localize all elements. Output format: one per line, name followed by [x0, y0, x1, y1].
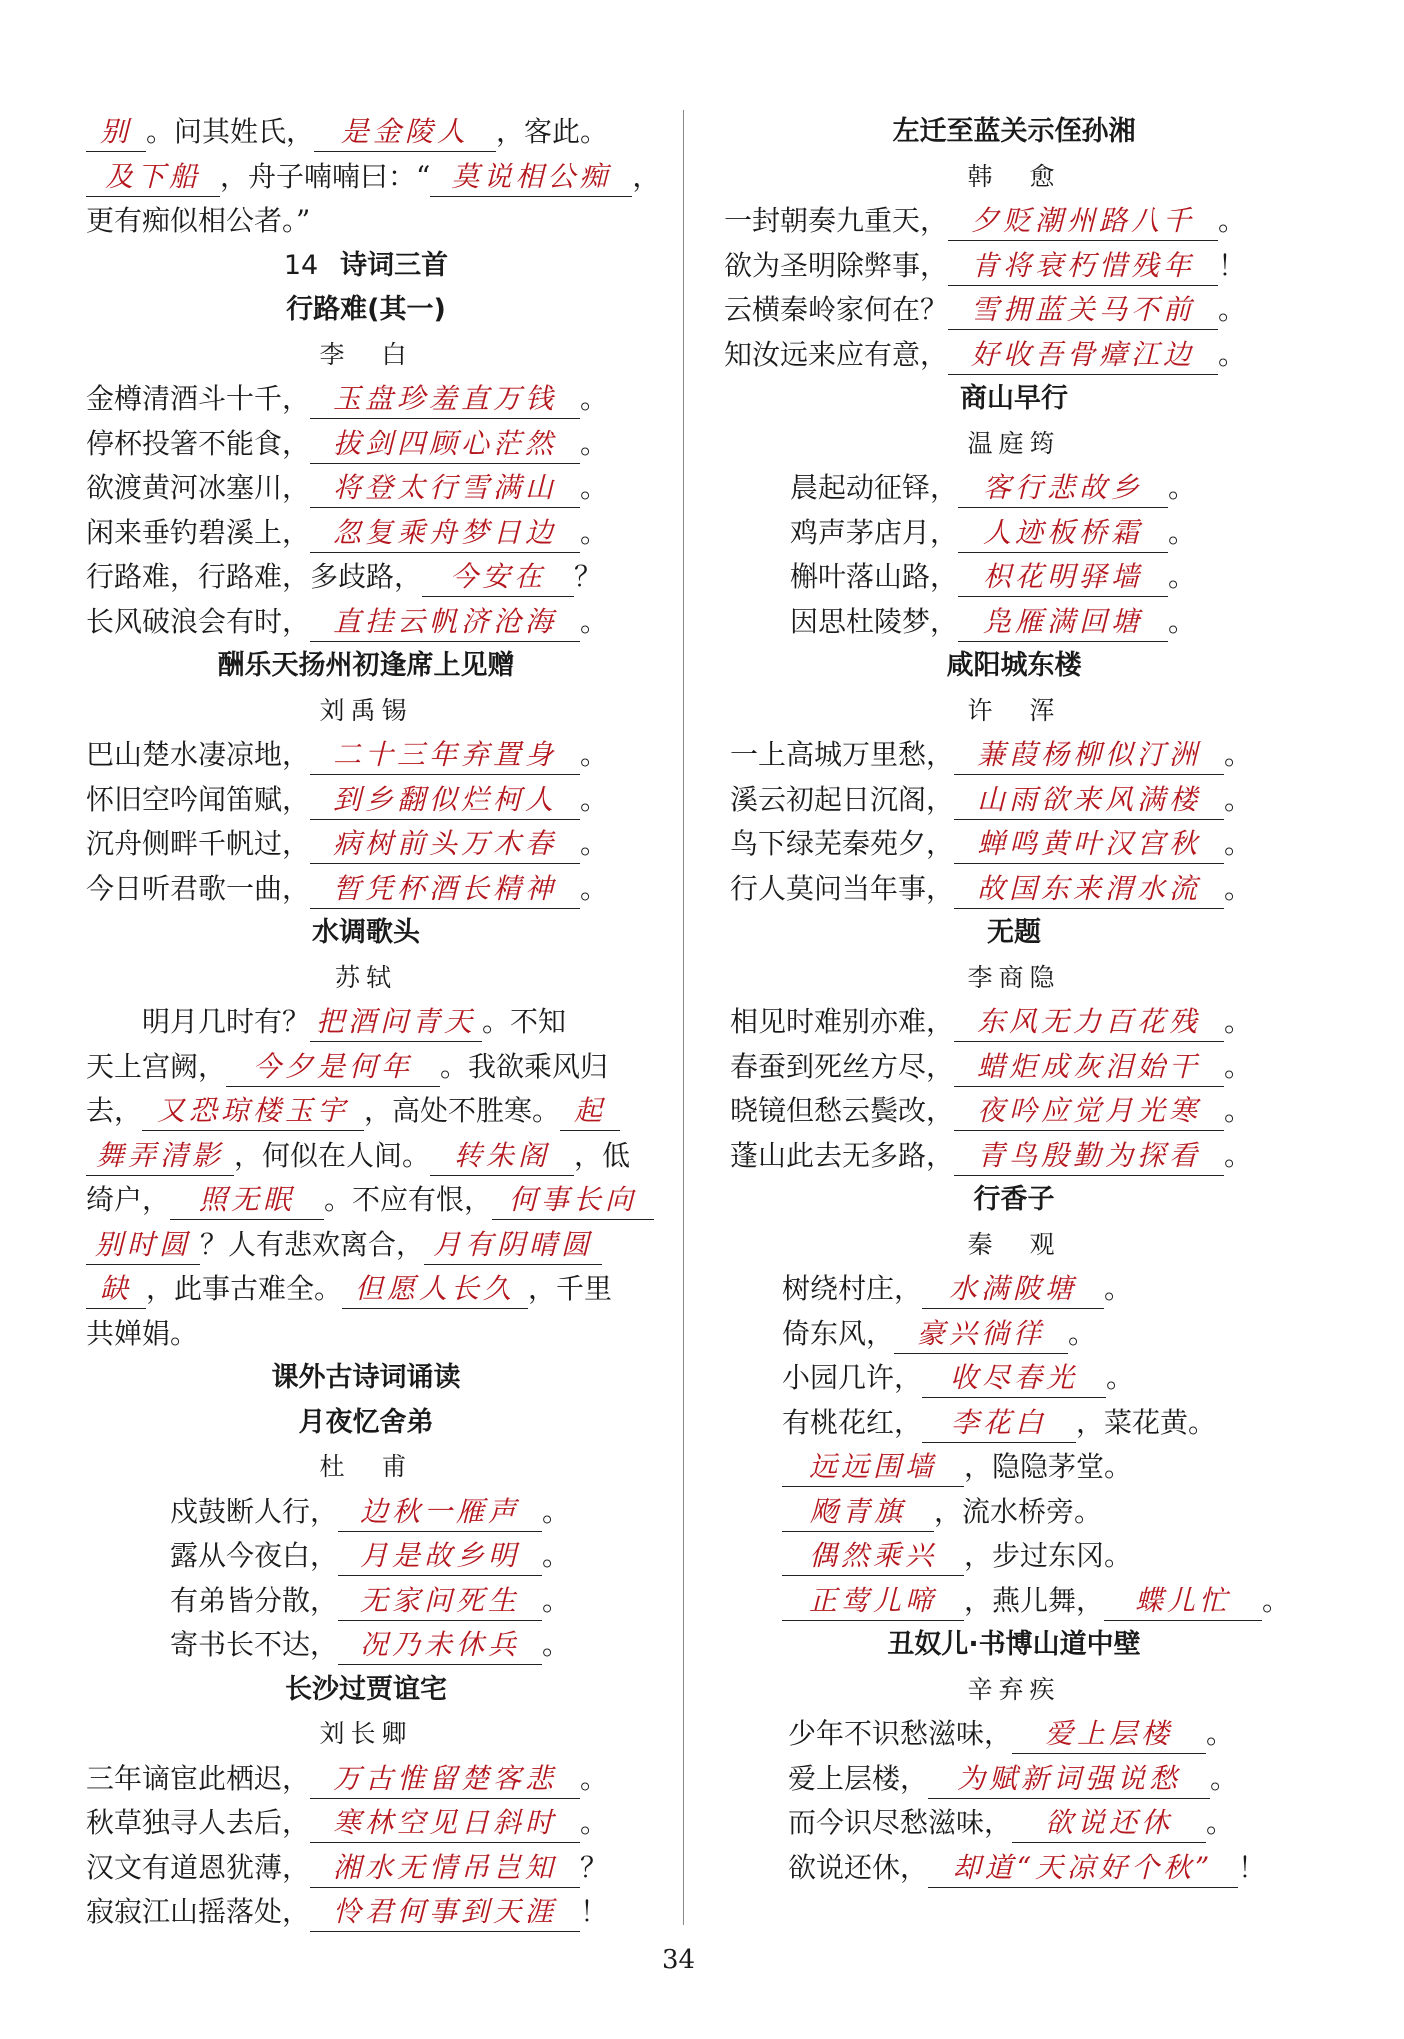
poem-line [788, 1712, 1304, 1757]
answer-blank: 夜吟应觉月光寒 [954, 1092, 1224, 1131]
answer-blank: 蝉鸣黄叶汉宫秋 [954, 825, 1224, 864]
poem-line [86, 466, 646, 511]
text: 云横秦岭家何在？ [724, 293, 949, 326]
poem-line [790, 466, 1304, 511]
answer-blank: 无家问死生 [338, 1582, 542, 1621]
text: 行人莫问当年事， [730, 871, 955, 905]
text: 鸡声茅店月， [790, 515, 959, 549]
poem-line [782, 1312, 1304, 1357]
poem-title: 行路难(其一) [286, 294, 446, 325]
text: 。 [1224, 738, 1253, 771]
answer-blank: 蝶儿忙 [1104, 1582, 1262, 1621]
answer-blank: 豪兴徜徉 [894, 1315, 1068, 1354]
text: 。 [542, 1539, 571, 1572]
answer-blank: 肯将衰朽惜残年 [948, 247, 1218, 286]
text: 怀旧空吟闻笛赋， [86, 782, 311, 816]
poem-body [86, 1490, 646, 1668]
text: 三年谪宦此栖迟， [86, 1761, 311, 1795]
poem-line [86, 1801, 646, 1846]
poem-line [170, 1490, 646, 1535]
poem-title: 水调歌头 [312, 917, 420, 948]
answer-blank: 万古惟留楚客悲 [310, 1760, 580, 1799]
poem-line [86, 733, 646, 778]
text: 。 [1068, 1316, 1097, 1350]
text: ，流水桥旁。 [934, 1494, 1103, 1528]
answer-blank: 雪拥蓝关马不前 [948, 291, 1218, 330]
text: 相见时难别亦难， [730, 1005, 955, 1038]
text: 。 [1106, 1361, 1135, 1394]
poem-line [782, 1401, 1304, 1446]
text: 。 [580, 515, 609, 549]
text: ，步过东冈。 [964, 1539, 1133, 1572]
text: 。 [542, 1583, 571, 1617]
poem-line [86, 555, 646, 600]
poem-line [730, 733, 1304, 778]
poem-line [86, 1757, 646, 1802]
text: 。不应有恨， [324, 1183, 493, 1216]
answer-blank: 及下船 [86, 158, 220, 197]
text: ，高处不胜寒。 [364, 1094, 561, 1127]
answer-blank: 夕贬潮州路八千 [948, 202, 1218, 241]
answer-blank: 病树前头万木春 [310, 825, 580, 864]
text: ，何似在人间。 [234, 1138, 431, 1172]
answer-blank: 怜君何事到天涯 [310, 1893, 580, 1932]
text: 。 [1206, 1806, 1235, 1839]
text: ，低 [574, 1138, 631, 1172]
answer-blank: 东风无力百花残 [954, 1003, 1224, 1042]
text: ，此事古难全。 [146, 1272, 343, 1305]
text: 。 [1224, 1094, 1253, 1127]
text-line [86, 155, 661, 200]
poem-author: 李商隐 [967, 962, 1061, 992]
answer-blank: 二十三年弃置身 [310, 736, 580, 775]
text: 。 [1218, 204, 1247, 237]
poem-line [730, 1134, 1304, 1179]
answer-blank: 故国东来渭水流 [954, 870, 1224, 909]
text: 。 [580, 871, 609, 905]
text-line: 更有痴似相公者。” [86, 204, 311, 237]
text: 欲说还休， [788, 1850, 929, 1884]
poem-author: 韩 愈 [967, 161, 1061, 191]
answer-blank: 今夕是何年 [226, 1048, 440, 1087]
text: ！ [580, 1895, 609, 1928]
text: 。 [1224, 827, 1253, 860]
text: 。 [580, 382, 609, 415]
answer-blank: 莫说相公痴 [430, 158, 632, 197]
text: 有桃花红， [782, 1405, 923, 1439]
answer-blank: 水满陂塘 [922, 1270, 1104, 1309]
answer-blank: 将登太行雪满山 [310, 469, 580, 508]
answer-blank: 正莺儿啼 [782, 1582, 964, 1621]
poem-line [86, 1267, 646, 1312]
poem-body [86, 377, 646, 644]
poem-line [86, 1223, 646, 1268]
text: ，客此。 [496, 115, 609, 148]
poem-line [86, 1089, 646, 1134]
poem-author: 辛弃疾 [967, 1674, 1061, 1704]
poem-line [86, 1000, 646, 1045]
text-line [86, 110, 646, 155]
poem-body [724, 1712, 1304, 1890]
answer-blank: 拔剑四顾心茫然 [310, 425, 580, 464]
right-column [724, 110, 1304, 1890]
poem-body [724, 466, 1304, 644]
text: 倚东风， [782, 1316, 895, 1350]
text: 。 [542, 1628, 571, 1661]
poem-line [782, 1534, 1304, 1579]
answer-blank: 青鸟殷勤为探看 [954, 1137, 1224, 1176]
text: 汉文有道恩犹薄， [86, 1850, 311, 1884]
poem-title: 商山早行 [960, 383, 1068, 414]
poem-line [782, 1490, 1304, 1535]
poem-line [790, 511, 1304, 556]
section-title: 诗词三首 [340, 249, 449, 281]
poem-line [724, 244, 1304, 289]
poem-title: 左迁至蓝关示侄孙湘 [892, 116, 1136, 147]
poem-line [86, 600, 646, 645]
text: 。问其姓氏， [146, 115, 315, 148]
text: 。 [1168, 471, 1197, 504]
text: 明月几时有？ [142, 1005, 311, 1038]
poem-line: 共婵娟。 [86, 1316, 199, 1350]
answer-blank: 月有阴晴圆 [424, 1226, 602, 1265]
answer-blank: 好收吾骨瘴江边 [948, 336, 1218, 375]
poem-line [86, 822, 646, 867]
answer-blank: 况乃未休兵 [338, 1626, 542, 1665]
answer-blank: 月是故乡明 [338, 1537, 542, 1576]
text: 欲为圣明除弊事， [724, 248, 949, 282]
poem-title: 无题 [987, 917, 1041, 948]
text: 。 [1224, 1049, 1253, 1083]
text: ，菜花黄。 [1076, 1405, 1217, 1439]
text: 有弟皆分散， [170, 1583, 339, 1617]
text: 沉舟侧畔千帆过， [86, 827, 311, 860]
answer-blank: 蜡炬成灰泪始干 [954, 1048, 1224, 1087]
text: 金樽清酒斗十千， [86, 382, 311, 415]
text: 爱上层楼， [788, 1761, 929, 1795]
text: 而今识尽愁滋味， [788, 1806, 1013, 1839]
text: 。 [1206, 1717, 1235, 1750]
text: 。 [1224, 1138, 1253, 1172]
column-divider [683, 110, 684, 1925]
answer-blank: 人迹板桥霜 [958, 514, 1168, 553]
text: 。 [1218, 293, 1247, 326]
poem-line [86, 422, 646, 467]
answer-blank: 客行悲故乡 [958, 469, 1168, 508]
answer-blank: 何事长向 [492, 1181, 654, 1220]
answer-blank: 又恐琼楼玉宇 [142, 1092, 364, 1131]
section-heading: 课外古诗词诵读 [271, 1362, 461, 1393]
text: 溪云初起日沉阁， [730, 782, 955, 816]
poem-line [170, 1579, 646, 1624]
answer-blank: 别 [86, 113, 146, 152]
text: 。 [580, 738, 609, 771]
text: 。 [1168, 515, 1197, 549]
answer-blank: 但愿人长久 [342, 1270, 528, 1309]
answer-blank: 直挂云帆济沧海 [310, 603, 580, 642]
answer-blank: 忽复乘舟梦日边 [310, 514, 580, 553]
text: 。 [1262, 1583, 1291, 1617]
answer-blank: 爱上层楼 [1012, 1715, 1206, 1754]
text: 。 [1218, 337, 1247, 371]
text: 。 [580, 782, 609, 816]
text: 。不知 [482, 1005, 567, 1038]
answer-blank: 枳花明驿墙 [958, 558, 1168, 597]
text: 露从今夜白， [170, 1539, 339, 1572]
poem-line [724, 199, 1304, 244]
poem-line [730, 1000, 1304, 1045]
text: 。 [1168, 604, 1197, 638]
text: 戍鼓断人行， [170, 1494, 339, 1528]
poem-line [730, 778, 1304, 823]
poem-line [788, 1757, 1304, 1802]
poem-line [170, 1623, 646, 1668]
text: ， [632, 159, 661, 193]
text: 今日听君歌一曲， [86, 871, 311, 905]
text: ，隐隐茅堂。 [964, 1450, 1133, 1483]
answer-blank: 收尽春光 [922, 1359, 1106, 1398]
text: 。 [580, 827, 609, 860]
text: 寂寂江山摇落处， [86, 1895, 311, 1928]
poem-line [730, 1089, 1304, 1134]
poem-line [790, 555, 1304, 600]
text: 。 [1210, 1761, 1239, 1795]
answer-blank: 山雨欲来风满楼 [954, 781, 1224, 820]
poem-body [86, 1000, 646, 1356]
text: 。 [1224, 871, 1253, 905]
answer-blank: 今安在 [422, 558, 574, 597]
poem-body [724, 733, 1304, 911]
poem-line [724, 288, 1304, 333]
text: 。 [580, 471, 609, 504]
poem-author: 李 白 [319, 339, 413, 369]
answer-blank: 却道“天凉好个秋” [928, 1849, 1238, 1888]
poem-author: 刘长卿 [319, 1719, 413, 1748]
text: 。我欲乘风归 [440, 1049, 609, 1083]
answer-blank: 暂凭杯酒长精神 [310, 870, 580, 909]
answer-blank: 别时圆 [86, 1226, 200, 1265]
text: 晨起动征铎， [790, 471, 959, 504]
poem-author: 刘禹锡 [319, 695, 413, 725]
text: 秋草独寻人去后， [86, 1806, 311, 1839]
poem-line [724, 333, 1304, 378]
poem-body [724, 1267, 1304, 1623]
text: ？ [574, 560, 603, 593]
text: 。 [1224, 1005, 1253, 1038]
text: ！ [1218, 248, 1247, 282]
poem-title: 月夜忆舍弟 [298, 1406, 434, 1438]
poem-line [782, 1579, 1304, 1624]
text: 。 [542, 1494, 571, 1528]
answer-blank: 湘水无情吊岂知 [310, 1849, 580, 1888]
text: 绮户， [86, 1183, 171, 1216]
answer-blank: 到乡翻似烂柯人 [310, 781, 580, 820]
poem-title: 行香子 [973, 1184, 1055, 1215]
poem-line [86, 1178, 646, 1223]
answer-blank: 偶然乘兴 [782, 1537, 964, 1576]
answer-blank: 照无眠 [170, 1181, 324, 1220]
answer-blank: 是金陵人 [314, 113, 496, 152]
poem-line [790, 600, 1304, 645]
text: 蓬山此去无多路， [730, 1138, 955, 1172]
text: 知汝远来应有意， [724, 337, 949, 371]
poem-line [788, 1801, 1304, 1846]
answer-blank: 舞弄清影 [86, 1137, 234, 1176]
poem-title: 长沙过贾谊宅 [285, 1673, 447, 1705]
poem-line [782, 1445, 1304, 1490]
text: ，千里 [528, 1272, 613, 1305]
text: 小园几许， [782, 1361, 923, 1394]
text: 春蚕到死丝方尽， [730, 1049, 955, 1083]
answer-blank: 边秋一雁声 [338, 1493, 542, 1532]
section-heading [86, 244, 646, 289]
poem-line [86, 1134, 646, 1179]
text: 长风破浪会有时， [86, 604, 311, 638]
poem-line [86, 377, 646, 422]
answer-blank: 转朱阁 [430, 1137, 574, 1176]
poem-line [86, 1890, 646, 1935]
answer-blank: 蒹葭杨柳似汀洲 [954, 736, 1224, 775]
poem-author: 秦 观 [967, 1229, 1061, 1259]
answer-blank: 李花白 [922, 1404, 1076, 1443]
text: ，舟子喃喃曰：“ [220, 159, 431, 193]
poem-body [86, 1757, 646, 1935]
text: 一上高城万里愁， [730, 738, 955, 771]
answer-blank: 把酒问青天 [310, 1003, 482, 1042]
text: ？ [580, 1850, 609, 1884]
left-column [86, 110, 661, 1935]
poem-line [86, 1846, 646, 1891]
poem-line [170, 1534, 646, 1579]
poem-body [724, 1000, 1304, 1178]
text: 停杯投箸不能食， [86, 426, 311, 460]
text: ？人有悲欢离合， [200, 1227, 425, 1261]
text: 。 [1168, 560, 1197, 593]
answer-blank: 凫雁满回塘 [958, 603, 1168, 642]
text: 欲渡黄河冰塞川， [86, 471, 311, 504]
poem-line [86, 778, 646, 823]
text: 槲叶落山路， [790, 560, 959, 593]
poem-title: 咸阳城东楼 [946, 650, 1082, 681]
page-number: 34 [662, 1945, 696, 1975]
answer-blank: 缺 [86, 1270, 146, 1309]
text: 巴山楚水凄凉地， [86, 738, 311, 771]
text: 。 [1104, 1272, 1133, 1305]
text: 。 [580, 1761, 609, 1795]
text: 鸟下绿芜秦苑夕， [730, 827, 955, 860]
poem-title: 丑奴儿·书博山道中壁 [887, 1629, 1141, 1660]
poem-body [724, 199, 1304, 377]
poem-line [782, 1267, 1304, 1312]
text: 因思杜陵梦， [790, 604, 959, 638]
poem-line [730, 1045, 1304, 1090]
poem-line [86, 1045, 646, 1090]
text: 寄书长不达， [170, 1628, 339, 1661]
text: 一封朝奏九重天， [724, 204, 949, 237]
answer-blank: 飏青旗 [782, 1493, 934, 1532]
poem-author: 杜 甫 [319, 1452, 413, 1481]
answer-blank: 寒林空见日斜时 [310, 1804, 580, 1843]
text: 。 [580, 1806, 609, 1839]
poem-author: 苏轼 [334, 962, 397, 992]
text: 去， [86, 1094, 143, 1127]
answer-blank: 远远围墙 [782, 1448, 964, 1487]
text: 晓镜但愁云鬓改， [730, 1094, 955, 1127]
answer-blank: 玉盘珍羞直万钱 [310, 380, 580, 419]
poem-body [86, 733, 646, 911]
poem-author: 温庭筠 [967, 428, 1061, 458]
answer-blank: 为赋新词强说愁 [928, 1760, 1210, 1799]
text: ！ [1238, 1850, 1267, 1884]
poem-line [782, 1356, 1304, 1401]
poem-line [86, 867, 646, 912]
text: 行路难，行路难，多歧路， [86, 560, 423, 593]
poem-author: 许 浑 [967, 695, 1061, 725]
poem-line [86, 511, 646, 556]
text: 少年不识愁滋味， [788, 1717, 1013, 1750]
text: 天上宫阙， [86, 1049, 227, 1083]
poem-title: 酬乐天扬州初逢席上见赠 [217, 650, 515, 681]
text: 。 [580, 604, 609, 638]
text: ，燕儿舞， [964, 1583, 1105, 1617]
answer-blank: 欲说还休 [1012, 1804, 1206, 1843]
section-number: 14 [283, 249, 319, 281]
text: 。 [580, 426, 609, 460]
poem-line [730, 867, 1304, 912]
poem-line [788, 1846, 1304, 1891]
poem-line [730, 822, 1304, 867]
text: 闲来垂钓碧溪上， [86, 515, 311, 549]
answer-blank: 起 [560, 1092, 620, 1131]
text: 。 [1224, 782, 1253, 816]
text: 树绕村庄， [782, 1272, 923, 1305]
